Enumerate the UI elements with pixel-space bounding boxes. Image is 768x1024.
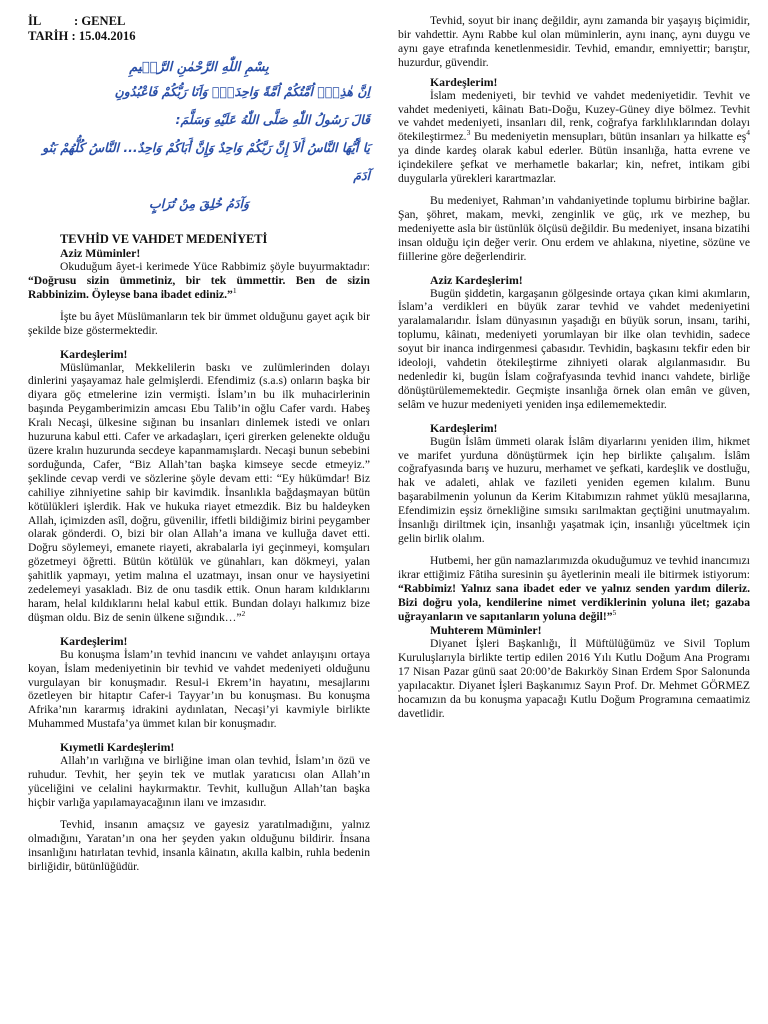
footnote-ref-5: 5: [612, 607, 617, 617]
left-paragraph-4: Bu konuşma İslam’ın tevhid inancını ve vahdet anlayışını ortaya koyan, İslam medeniyetinin bir tevhid ve vahdet medeniyeti olduğunu vurgulayan bir konuşmadır. Resul-i Ekrem’in hayatını, mesajlarını özetleyen bir hitaptır Cafer-i Tayyar’ın bu konuşması. Bu konuşma Afrika’nın kararmış idrakini aydınlatan, Necaşi’yi kavmiyle birlikte Muhammed Mustafa’ya ümmet kılan bir konuşmadır.: [28, 647, 370, 731]
left-heading-3: Kardeşlerim!: [60, 633, 128, 648]
arabic-bismillah: بِسْمِ اللّٰهِ الرَّحْمٰنِ الرَّح۪يمِ: [129, 60, 269, 75]
left-paragraph-3: Müslümanlar, Mekkelilerin baskı ve zulümlerinden dolayı dinlerini yaşayamaz hale gelmişlerdi. Efendimiz (s.a.s) onların başka bir diyara göç etmelerine izin vermişti. İslam’ın bu ilk muhacirlerinin başında Peygamberimizin amcası Ebu Talib’in oğlu Cafer vardı. Habeş Kralı Necaşi, ülkesine sığınan bu insanları dinlemek istedi ve onları huzuruna kabul etti. Cafer ve arkadaşları, içeri girerken gelenekte olduğu üzere kralın huzurunda secdeye kapanmamışlardı. Necaşi bunun sebebini sorduğunda, Cafer, “Biz Allah’tan başka kimseye secde etmeyiz.” şeklinde cevap verdi ve sözlerine şöyle devam etti: “Ey hükümdar! Biz cahiliye zihniyetine sahip bir kavimdik. İnsanlıkla bağdaşmayan bütün kötülükleri işlerdik. Hak ve hukuka riayet etmezdik. Biz bu haldeyken Allah, içimizden asîl, doğru, güvenilir, iffetli bildiğimiz birini peygamber olarak gönderdi. O, bizi bir olan Allah’a imana ve kulluğa davet etti. Doğru söylemeyi, emanete riayeti, akrabalarla iyi geçinmeyi, komşuları gözetmeyi öğretti. Bütün kötülük ve günahları, kan dökmeyi, yalan şahitlik yapmayı, yetim malına el uzatmayı, insan onur ve haysiyetini zedelemeyi yasakladı. Biz de onu tasdik ettik. Onun haram kıldıklarını haram, helal kıldıklarını helal kabul ettik. Bundan dolayı halkımız bize düşman oldu. Biz de senin ülkene sığındık…”$^2$: [28, 360, 370, 624]
tarih-label: TARİH: [28, 29, 69, 43]
footnote-ref-3: 3: [466, 128, 471, 138]
right-heading-3: Kardeşlerim!: [430, 420, 498, 435]
arabic-hadith-intro: قَالَ رَسُولُ اللّٰهِ صَلَّى اللّٰهُ عَلَيْهِ وَسَلَّمَ:: [175, 112, 370, 127]
sermon-title: TEVHİD VE VAHDET MEDENİYETİ: [60, 232, 268, 246]
right-paragraph-7: Diyanet İşleri Başkanlığı, İl Müftülüğümüz ve Sivil Toplum Kuruluşlarıyla birlikte tertip edilen 2016 Yılı Kutlu Doğum Ana Programı 17 Nisan Pazar günü saat 20:00’de Bakırköy Sinan Erdem Spor Salonunda yapılacaktır. Diyanet İşleri Başkanımız Sayın Prof. Dr. Mehmet GÖRMEZ hocamızın da bu konuşma yapacağı Kutlu Doğum Programına cemaatimiz davetlidir.: [398, 637, 750, 720]
right-paragraph-6: Hutbemi, her gün namazlarımızda okuduğumuz ve tevhid inancımızı ikrar ettiğimiz Fâtiha suresinin şu âyetlerinin meali ile bitirmek istiyorum: “Rabbimiz! Yalnız sana ibadet eder ve yalnız senden yardım dileriz. Bizi doğru yola, kendilerine nimet verdiklerinin yoluna ilet; gazaba uğrayanların ve sapıtanların yoluna değil!”$^5$: [398, 553, 750, 623]
right-paragraph-2: İslam medeniyeti, bir tevhid ve vahdet medeniyetidir. Tevhit ve vahdet medeniyeti, kâinatı Batı-Doğu, Kuzey-Güney diye bölmez. Tevhit ve vahdet medeniyeti, insanları dil, renk, coğrafya farklılıklarından dolayı ötekileştirmez.$^3$ Bu medeniyetin mensupları, bütün insanları ya hilkatte $eş^4$ ya dinde kardeş olarak kabul ederler. Bütün insanlığa, hatta evrene ve içindekilere şefkat ve merhametle bakarlar; kin, nefret, intikam gibi duygularla yürekleri karartmazlar.: [398, 88, 750, 186]
right-heading-4: Muhterem Müminler!: [430, 623, 542, 638]
right-heading-1: Kardeşlerim!: [430, 74, 498, 89]
footnote-ref-4: 4: [746, 128, 750, 138]
left-paragraph-2: İşte bu âyet Müslümanların tek bir ümmet olduğunu gayet açık bir şekilde bize göstermektedir.: [28, 309, 370, 337]
right-paragraph-5: Bugün İslâm ümmeti olarak İslâm diyarlarını yeniden ilim, hikmet ve marifet yurduna dönüştürmek için hep birlikte çalışalım. İslâm coğrafyasında barış ve huzuru, merhamet ve şefkati, kardeşlik ve dostluğu, hak ve adaleti, ahlak ve fazileti yeniden egemen kılalım. Bunu başarabilmenin yolunun da Kerim Kitabımızın rahmet yüklü mesajlarına, Efendimizin eşsiz örnekliğine sımsıkı sarılmaktan geçtiğini unutmayalım. İnsanlığı diriltmek için, insanlığı yaşatmak için, insanlığı yüceltmek için gelin birlik olalım.: [398, 434, 750, 545]
left-heading-4: Kıymetli Kardeşlerim!: [60, 740, 175, 755]
il-label: İL: [28, 14, 42, 28]
footnote-ref-1: 1: [232, 285, 237, 295]
arabic-hadith-line-1: يَا أَيُّهَا النَّاسُ أَلاَ إِنَّ رَبَّكُمْ وَاحِدٌ وَإِنَّ أَبَاكُمْ وَاحِدٌ... النَّاسُ كُلُّهُمْ بَنُو آدَمَ: [42, 140, 370, 183]
footnote-ref-2: 2: [241, 608, 246, 618]
right-heading-2: Aziz Kardeşlerim!: [430, 272, 523, 287]
right-paragraph-3: Bu medeniyet, Rahman’ın vahdaniyetinde toplumu birbirine bağlar. Şan, şöhret, makam, mevki, zenginlik ve güç, ırk ve mezhep, bu medeniyette asla bir üstünlük ölçüsü değildir. Bu medeniyet, insana bizatihi insan olduğu için değer verir. Onu erdem ve ahlakına, niyetine, sözüne ve fiillerine göre değerlendirir.: [398, 193, 750, 263]
ayah-translation: “Doğrusu sizin ümmetiniz, bir tek ümmettir. Ben de sizin Rabbinizim. Öyleyse bana ibadet ediniz.”: [28, 273, 370, 301]
left-heading-2: Kardeşlerim!: [60, 346, 128, 361]
right-paragraph-4: Bugün şiddetin, kargaşanın gölgesinde ortaya çıkan kimi akımların, İslam’a verdikleri en büyük zarar tevhid ve vahdet medeniyetini yaralamalarıdır. İslam dünyasının yaşadığı en büyük sorun, insanı, tarihi, toplumu, kâinatı, medeniyeti yorumlayan bir ilke olan tevhidin, sadece soyut bir inanca indirgenmesi çabasıdır. Tevhidin, başkasını tekfir eden bir ideoloji, vahdetin ötekileştirme zihniyeti olarak algılanmasıdır. Bu nedenledir ki, bugün İslam coğrafyasında tevhid inancı vahdete, birliğe dönüştürülememektedir. Geçmişte insanlığa örnek olan emân ve güven, selâm ve huzur medeniyeti yeniden inşa edilememektedir.: [398, 286, 750, 411]
tarih-value: : 15.04.2016: [71, 29, 136, 43]
left-heading-1: Aziz Müminler!: [60, 246, 141, 260]
left-paragraph-6: Tevhid, insanın amaçsız ve gayesiz yaratılmadığını, yalnız olmadığını, Yaratan’ın ona her şeyden yakın olduğunu bildirir. İnsana insanlığını hatırlatan tevhid, insanla kâinatın, akılla kalbin, ruhla bedenin birliğidir, bütünlüğüdür.: [28, 817, 370, 873]
left-column: [28, 14, 370, 873]
arabic-hadith-line-2: وَآدَمُ خُلِقَ مِنْ تُرَابٍ: [149, 196, 249, 211]
right-column: [398, 14, 750, 721]
left-paragraph-1: Okuduğum âyet-i kerimede Yüce Rabbimiz şöyle buyurmaktadır: “Doğrusu sizin ümmetiniz, bir tek ümmettir. Ben de sizin Rabbinizim. Öyleyse bana ibadet ediniz.”$^1$: [28, 260, 370, 301]
left-paragraph-5: Allah’ın varlığına ve birliğine iman olan tevhid, İslam’ın özü ve ruhudur. Tevhit, her şeyin tek ve mutlak yaratıcısı olan Allah’ın yüceliğini ve celalini haykırmaktır. Tevhit, kulluğun Allah’tan başka hiçbir varlığa yapılamayacağının ilanı ve imzasıdır.: [28, 754, 370, 809]
header-il: [28, 14, 370, 29]
il-value: : GENEL: [74, 14, 126, 28]
right-paragraph-1: Tevhid, soyut bir inanç değildir, aynı zamanda bir yaşayış biçimidir, bir vahdettir. Aynı Rabbe kul olan müminlerin, aynı inanç, aynı duygu ve aynı gaye etrafında kenetlenmesidir. Tevhid, emandır, emniyettir; barıştır, huzurdur, güvendir.: [398, 14, 750, 69]
header-tarih: [28, 29, 370, 44]
arabic-ayah: اِنَّ هٰذِه۪ٓ اُمَّتُكُمْ اُمَّةً وَاحِدَةًۘ وَاَنَا رَبُّكُمْ فَاعْبُدُونِ: [114, 84, 370, 99]
fatiha-translation: “Rabbimiz! Yalnız sana ibadet eder ve yalnız senden yardım dileriz. Bizi doğru yola, kendilerine nimet verdiklerinin yoluna ilet; gazaba uğrayanların ve sapıtanların yoluna değil!”: [398, 581, 750, 623]
